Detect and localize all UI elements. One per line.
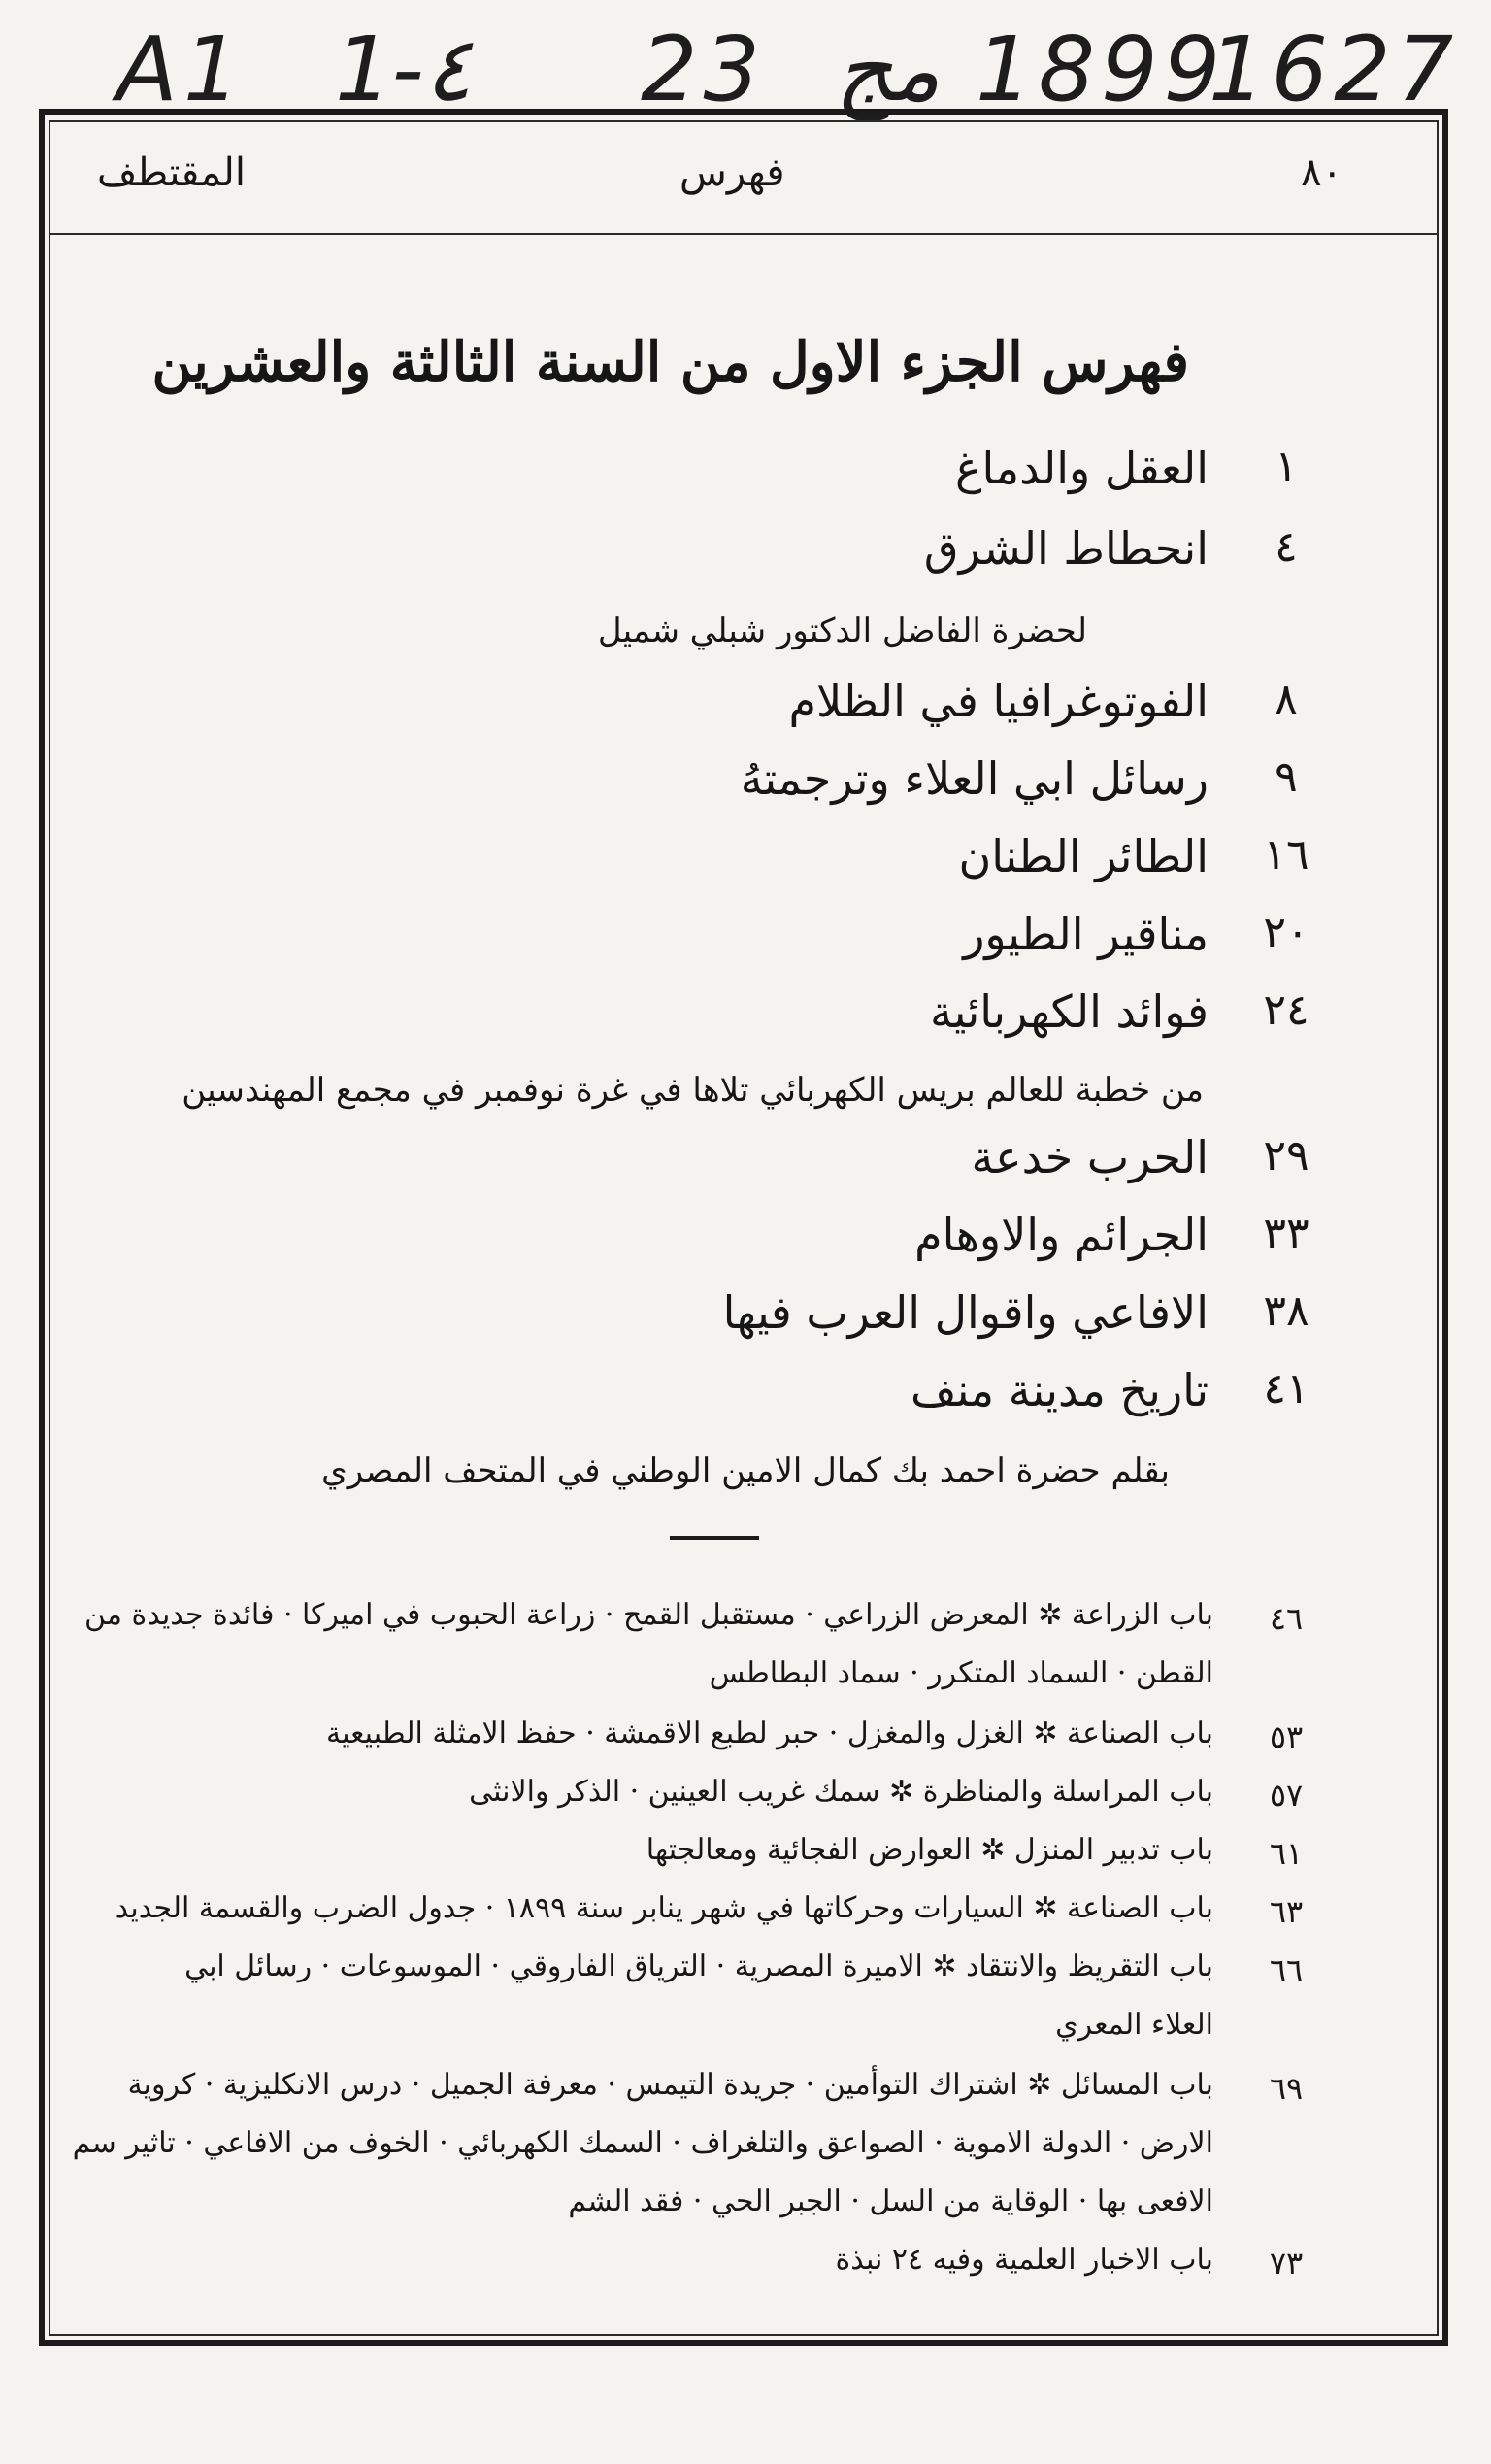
section-page-number: ٧٣ — [1269, 2245, 1304, 2281]
toc-title: الافاعي واقوال العرب فيها — [722, 1286, 1209, 1339]
toc-title: الحرب خدعة — [971, 1131, 1209, 1183]
handwritten-note-part: 1-٤ — [335, 17, 473, 121]
section-line: باب تدبير المنزل ✲ العوارض الفجائية ومعالجتها — [646, 1833, 1213, 1867]
toc-page-number: ٣٣ — [1263, 1209, 1309, 1258]
handwritten-note-part: A1 — [116, 17, 247, 121]
toc-page-number: ٢٤ — [1263, 985, 1309, 1035]
toc-title: الجرائم والاوهام — [914, 1209, 1209, 1261]
section-divider — [670, 1536, 759, 1540]
toc-page-number: ١٦ — [1263, 830, 1309, 880]
toc-title: الطائر الطنان — [958, 830, 1209, 882]
toc-page-number: ٨ — [1275, 675, 1298, 724]
page-number: ٨٠ — [1301, 150, 1342, 195]
handwritten-note-part: 1899 — [976, 17, 1227, 121]
toc-entry — [58, 830, 1320, 898]
page-title: فهرس الجزء الاول من السنة الثالثة والعشرين — [151, 330, 1189, 394]
section-line: باب الصناعة ✲ السيارات وحركاتها في شهر ينابر سنة ١٨٩٩ · جدول الضرب والقسمة الجديد — [115, 1891, 1213, 1925]
toc-entry — [58, 1364, 1320, 1432]
toc-author-line: من خطبة للعالم بريس الكهربائي تلاها في غرة نوفمبر في مجمع المهندسين — [182, 1071, 1204, 1110]
section-page-number: ٤٦ — [1269, 1600, 1304, 1637]
section-line: الافعى بها · الوقاية من السل · الجبر الحي · فقد الشم — [568, 2184, 1213, 2218]
handwritten-note-part: 1627 — [1209, 17, 1460, 121]
toc-page-number: ٢٠ — [1263, 908, 1309, 957]
section-line: باب الزراعة ✲ المعرض الزراعي · مستقبل القمح · زراعة الحبوب في اميركا · فائدة جديدة من — [84, 1598, 1213, 1632]
toc-page-number: ٤١ — [1263, 1364, 1309, 1414]
section-line: القطن · السماد المتكرر · سماد البطاطس — [709, 1656, 1213, 1690]
toc-entry — [58, 1286, 1320, 1354]
section-page-number: ٦١ — [1269, 1835, 1304, 1872]
section-line: باب الصناعة ✲ الغزل والمغزل · حبر لطبع الاقمشة · حفظ الامثلة الطبيعية — [326, 1716, 1213, 1750]
toc-title: مناقير الطيور — [963, 908, 1209, 960]
toc-author-line: بقلم حضرة احمد بك كمال الامين الوطني في المتحف المصري — [321, 1451, 1170, 1490]
toc-title: تاريخ مدينة منف — [910, 1364, 1209, 1416]
section-line: باب الاخبار العلمية وفيه ٢٤ نبذة — [835, 2243, 1213, 2277]
section-page-number: ٥٧ — [1269, 1777, 1304, 1814]
toc-page-number: ٩ — [1275, 752, 1298, 802]
handwritten-note-part: 23 — [641, 17, 767, 121]
section-page-number: ٦٩ — [1269, 2070, 1304, 2107]
section-line: العلاء المعري — [1055, 2008, 1213, 2042]
toc-page-number: ٣٨ — [1263, 1286, 1309, 1336]
toc-title: فوائد الكهربائية — [929, 985, 1209, 1038]
section-page-number: ٦٦ — [1269, 1951, 1304, 1988]
section-line: باب التقريظ والانتقاد ✲ الاميرة المصرية · الترياق الفاروقي · الموسوعات · رسائل ابي — [184, 1949, 1213, 1983]
toc-title: الفوتوغرافيا في الظلام — [788, 675, 1209, 727]
toc-page-number: ١ — [1275, 442, 1298, 491]
toc-title: انحطاط الشرق — [923, 522, 1209, 575]
toc-entry — [58, 1209, 1320, 1277]
running-header: فهرس — [679, 150, 785, 195]
handwritten-note-part: مج — [835, 17, 941, 121]
toc-entry — [58, 1131, 1320, 1199]
toc-title: العقل والدماغ — [955, 442, 1209, 494]
toc-entry — [58, 752, 1320, 820]
toc-entry — [58, 985, 1320, 1053]
toc-page-number: ٢٩ — [1263, 1131, 1309, 1181]
header-rule — [49, 233, 1439, 235]
section-page-number: ٦٣ — [1269, 1893, 1304, 1930]
toc-entry — [58, 522, 1320, 590]
toc-entry — [58, 908, 1320, 976]
section-line: الارض · الدولة الاموية · الصواعق والتلغراف · السمك الكهربائي · الخوف من الافاعي · تاثير سم — [72, 2126, 1213, 2160]
index-page — [58, 252, 1320, 2320]
section-line: باب المسائل ✲ اشتراك التوأمين · جريدة التيمس · معرفة الجميل · درس الانكليزية · كروية — [127, 2068, 1213, 2102]
section-line: باب المراسلة والمناظرة ✲ سمك غريب العينين · الذكر والانثى — [469, 1775, 1213, 1809]
toc-author-line: لحضرة الفاضل الدكتور شبلي شميل — [597, 612, 1087, 650]
section-page-number: ٥٣ — [1269, 1718, 1304, 1755]
journal-name: المقتطف — [97, 150, 246, 195]
toc-title: رسائل ابي العلاء وترجمتهُ — [740, 752, 1209, 805]
toc-entry — [58, 442, 1320, 510]
toc-entry — [58, 675, 1320, 743]
toc-page-number: ٤ — [1275, 522, 1298, 572]
